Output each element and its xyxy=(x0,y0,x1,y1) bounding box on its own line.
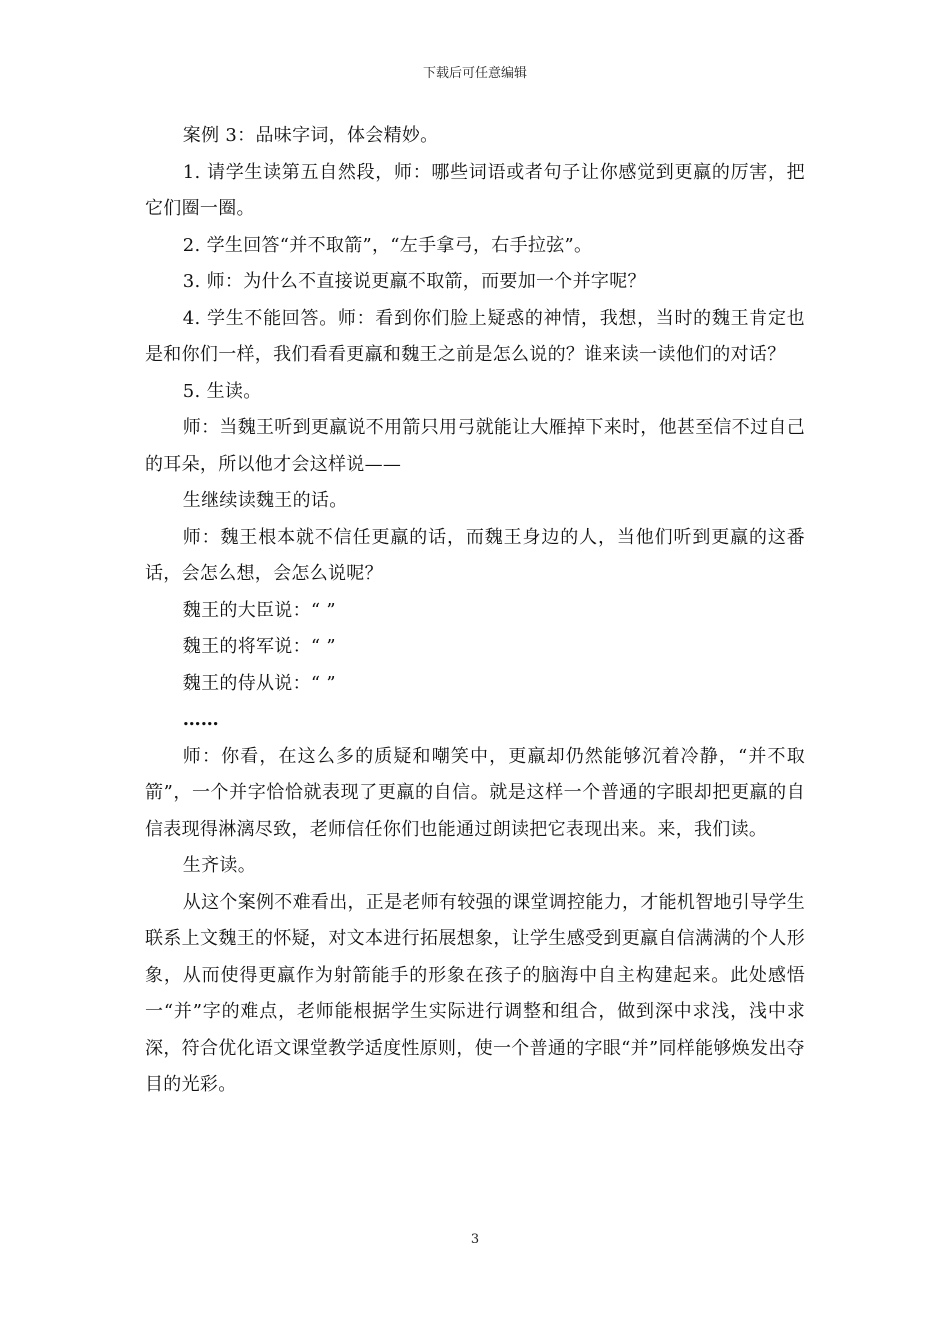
paragraph-student-reads: 生继续读魏王的话。 xyxy=(182,490,348,511)
paragraph-teacher-1: 师：当魏王听到更羸说不用箭只用弓就能让大雁掉下来时，他甚至信不过自己的耳朵，所以他才会这样说—— xyxy=(145,417,805,475)
page-number: 3 xyxy=(470,1232,480,1247)
paragraph-minister: 魏王的大臣说：“ ” xyxy=(182,599,336,621)
paragraph-step-2: 2. 学生回答“并不取箭”，“左手拿弓，右手拉弦”。 xyxy=(182,234,593,256)
paragraph-general: 魏王的将军说：“ ” xyxy=(182,636,336,657)
page-header: 下载后可任意编辑 xyxy=(422,66,527,81)
paragraph-step-5: 5. 生读。 xyxy=(182,380,262,402)
paragraph-ellipsis: …… xyxy=(182,709,219,730)
paragraph-attendant: 魏王的侍从说：“ ” xyxy=(182,672,336,694)
paragraph-step-1: 1. 请学生读第五自然段，师：哪些词语或者句子让你感觉到更羸的厉害，把它们圈一圈。 xyxy=(145,161,805,219)
paragraph-step-4: 4. 学生不能回答。师：看到你们脸上疑惑的神情，我想，当时的魏王肯定也是和你们一样，我们看看更羸和魏王之前是怎么说的？谁来读一读他们的对话？ xyxy=(145,307,805,365)
document-body xyxy=(145,118,805,1104)
paragraph-class-reads: 生齐读。 xyxy=(182,855,256,876)
paragraph-step-3: 3. 师：为什么不直接说更羸不取箭，而要加一个并字呢？ xyxy=(182,271,646,292)
paragraph-teacher-2: 师：魏王根本就不信任更羸的话，而魏王身边的人，当他们听到更羸的这番话，会怎么想，会怎么说呢？ xyxy=(145,526,805,584)
paragraph-analysis: 从这个案例不难看出，正是老师有较强的课堂调控能力，才能机智地引导学生联系上文魏王的怀疑，对文本进行拓展想象，让学生感受到更羸自信满满的个人形象，从而使得更羸作为射箭能手的形象在孩子的脑海中自主构建起来。此处感悟一“并”字的难点，老师能根据学生实际进行调整和组合，做到深中求浅，浅中求深，符合优化语文课堂教学适度性原则，使一个普通的字眼“并”同样能够焕发出夺目的光彩。 xyxy=(145,891,805,1095)
paragraph-teacher-3: 师：你看，在这么多的质疑和嘲笑中，更羸却仍然能够沉着冷静，“并不取箭”，一个并字恰恰就表现了更羸的自信。就是这样一个普通的字眼却把更羸的自信表现得淋漓尽致，老师信任你们也能通过朗读把它表现出来。来，我们读。 xyxy=(145,745,805,840)
paragraph-case-title: 案例 3：品味字词，体会精妙。 xyxy=(182,125,439,146)
